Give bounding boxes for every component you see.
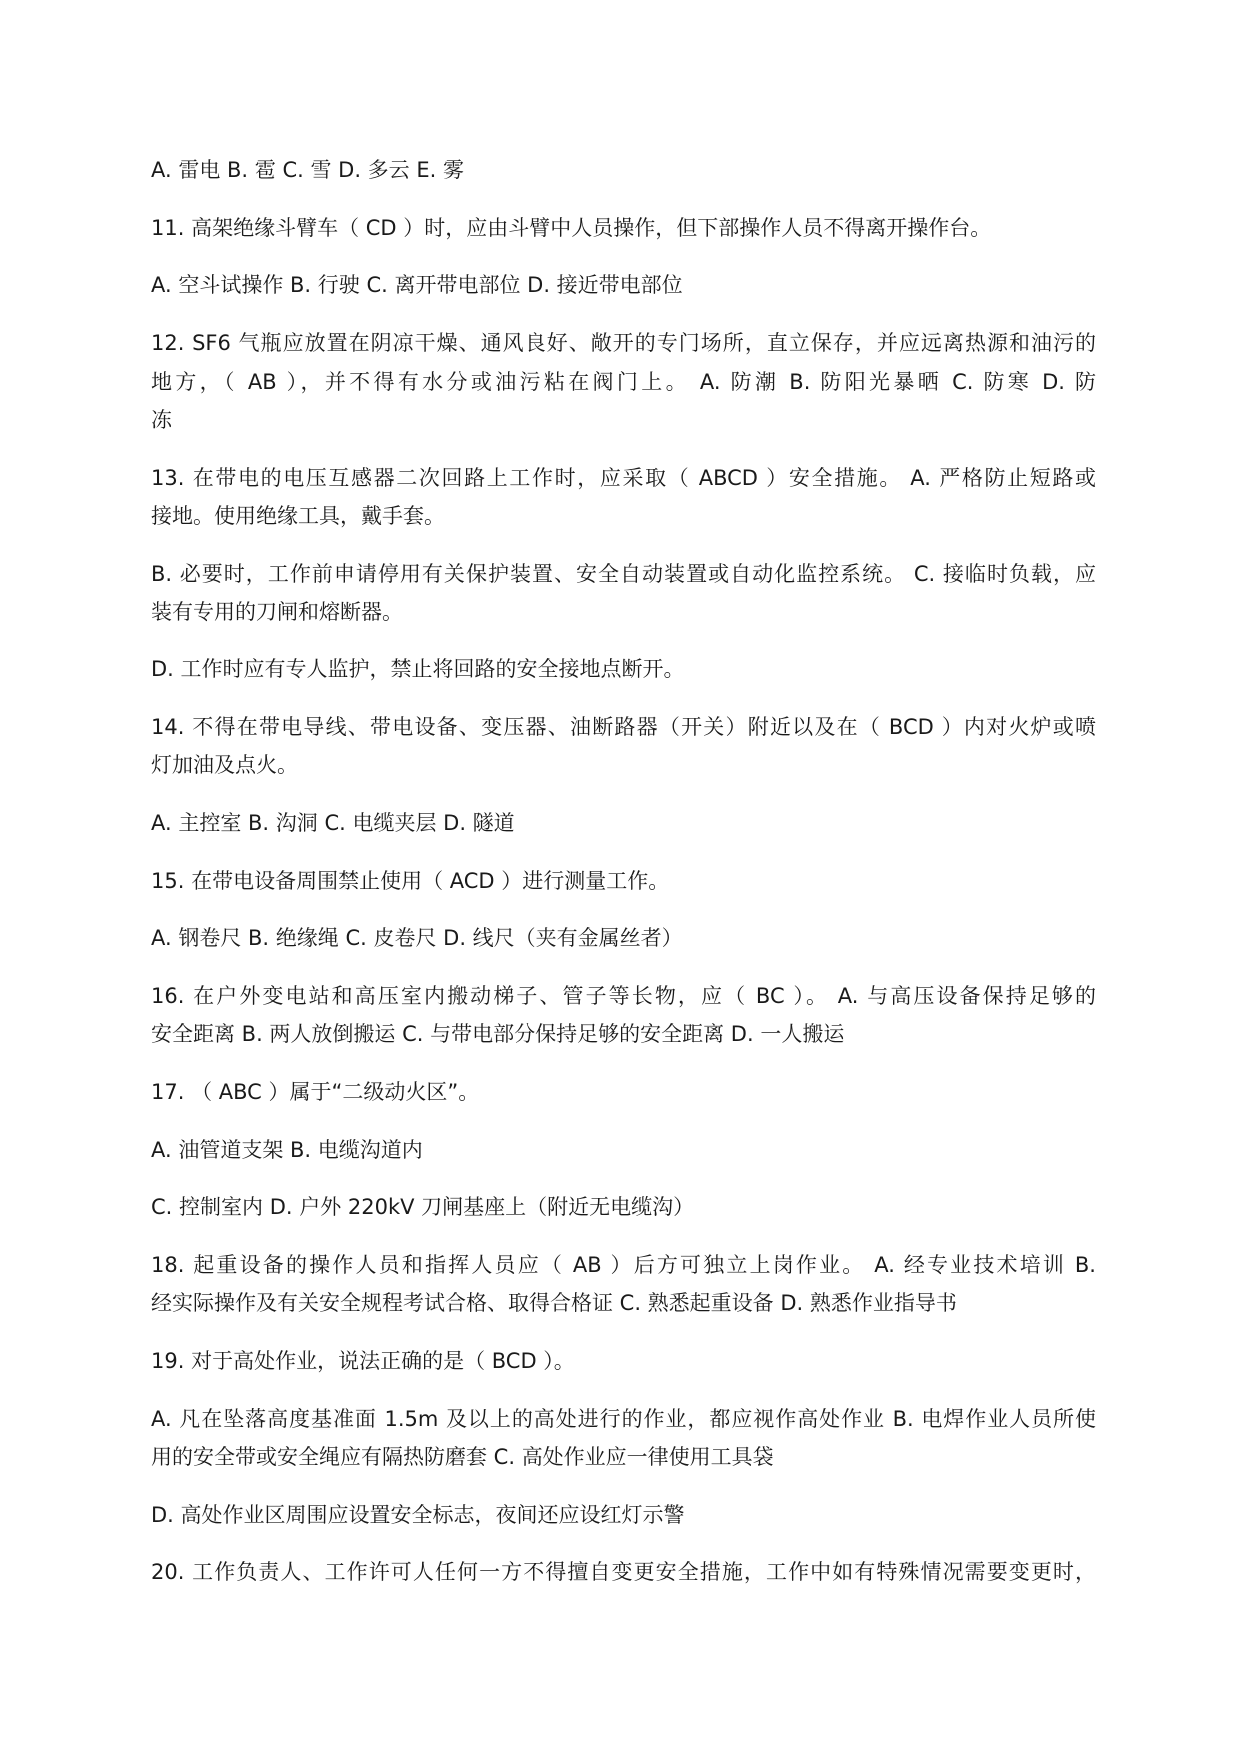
question-line: 17. （ ABC ）属于“二级动火区”。 bbox=[151, 1080, 480, 1104]
question-line: 16. 在户外变电站和高压室内搬动梯子、管子等长物，应（ BC ）。 A. 与高压设备保持足够的 bbox=[151, 984, 1096, 1008]
option-line: A. 空斗试操作 B. 行驶 C. 离开带电部位 D. 接近带电部位 bbox=[151, 273, 683, 297]
question-line: 13. 在带电的电压互感器二次回路上工作时，应采取（ ABCD ）安全措施。 A. 严格防止短路或 bbox=[151, 466, 1096, 490]
option-line: B. 必要时，工作前申请停用有关保护装置、安全自动装置或自动化监控系统。 C. 接临时负载，应 bbox=[151, 562, 1096, 586]
question-line: 14. 不得在带电导线、带电设备、变压器、油断路器（开关）附近以及在（ BCD ）内对火炉或喷 bbox=[151, 715, 1096, 739]
option-line: 用的安全带或安全绳应有隔热防磨套 C. 高处作业应一律使用工具袋 bbox=[151, 1445, 774, 1469]
question-line: 19. 对于高处作业，说法正确的是（ BCD ）。 bbox=[151, 1349, 575, 1373]
option-line: 装有专用的刀闸和熔断器。 bbox=[151, 600, 403, 624]
question-line: 12. SF6 气瓶应放置在阴凉干燥、通风良好、敞开的专门场所，直立保存，并应远离热源和油污的 bbox=[151, 331, 1096, 355]
option-line: A. 钢卷尺 B. 绝缘绳 C. 皮卷尺 D. 线尺（夹有金属丝者） bbox=[151, 926, 683, 950]
question-line: 18. 起重设备的操作人员和指挥人员应（ AB ）后方可独立上岗作业。 A. 经专业技术培训 B. bbox=[151, 1253, 1096, 1277]
question-line: 冻 bbox=[151, 408, 172, 432]
option-line: A. 油管道支架 B. 电缆沟道内 bbox=[151, 1138, 423, 1162]
question-line: 灯加油及点火。 bbox=[151, 753, 298, 777]
option-line: D. 工作时应有专人监护，禁止将回路的安全接地点断开。 bbox=[151, 657, 685, 681]
option-line: A. 凡在坠落高度基准面 1.5m 及以上的高处进行的作业，都应视作高处作业 B. 电焊作业人员所使 bbox=[151, 1407, 1096, 1431]
question-line: 11. 高架绝缘斗臂车（ CD ）时，应由斗臂中人员操作，但下部操作人员不得离开操作台。 bbox=[151, 216, 992, 240]
option-line: D. 高处作业区周围应设置安全标志，夜间还应设红灯示警 bbox=[151, 1503, 685, 1527]
question-line: 经实际操作及有关安全规程考试合格、取得合格证 C. 熟悉起重设备 D. 熟悉作业指导书 bbox=[151, 1291, 957, 1315]
question-line: 地方，（ AB ），并不得有水分或油污粘在阀门上。 A. 防潮 B. 防阳光暴晒 C. 防寒 D. 防 bbox=[151, 370, 1096, 394]
question-line: 20. 工作负责人、工作许可人任何一方不得擅自变更安全措施，工作中如有特殊情况需要变更时， bbox=[151, 1560, 1096, 1584]
question-line: 接地。使用绝缘工具，戴手套。 bbox=[151, 504, 445, 528]
option-line: A. 雷电 B. 雹 C. 雪 D. 多云 E. 雾 bbox=[151, 158, 464, 182]
option-line: A. 主控室 B. 沟洞 C. 电缆夹层 D. 隧道 bbox=[151, 811, 515, 835]
option-line: C. 控制室内 D. 户外 220kV 刀闸基座上（附近无电缆沟） bbox=[151, 1195, 695, 1219]
question-line: 安全距离 B. 两人放倒搬运 C. 与带电部分保持足够的安全距离 D. 一人搬运 bbox=[151, 1022, 845, 1046]
question-line: 15. 在带电设备周围禁止使用（ ACD ）进行测量工作。 bbox=[151, 869, 670, 893]
